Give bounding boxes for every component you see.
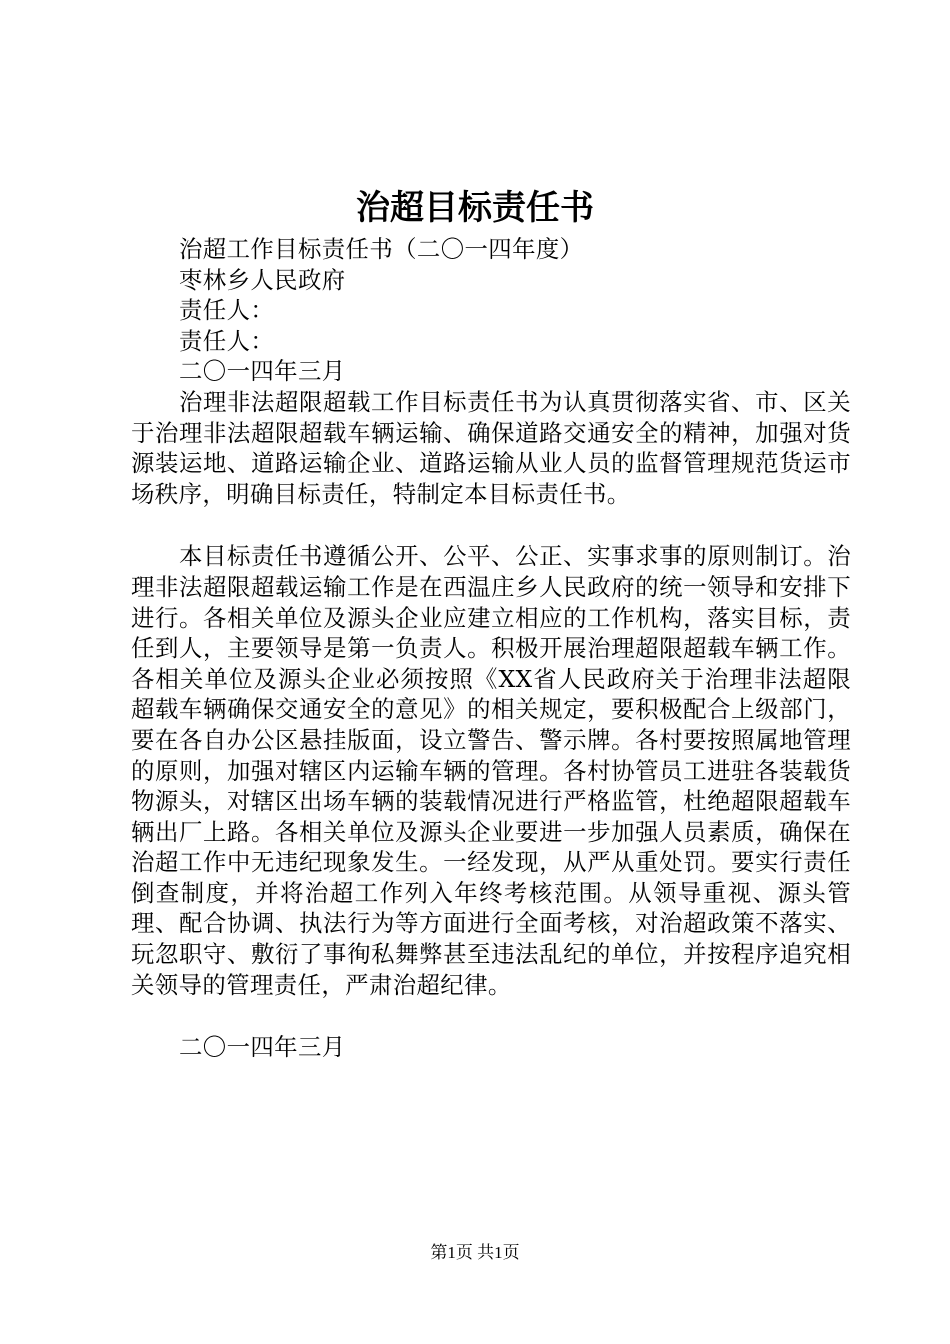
responsible-person-line: 责任人： xyxy=(179,296,275,325)
subtitle-line: 治超工作目标责任书（二〇一四年度） xyxy=(179,235,584,263)
paragraph: 本目标责任书遵循公开、公平、公正、实事求事的原则制订。治理非法超限超载运输工作是在西温庄乡人民政府的统一领导和安排下进行。各相关单位及源头企业应建立相应的工作机构，落实目标，责任到人，主要领导是第一负责人。积极开展治理超限超载车辆工作。各相关单位及源头企业必须按照《XX省人民政府关于治理非法超限超载车辆确保交通安全的意见》的相关规定，要积极配合上级部门，要在各自办公区悬挂版面，设立警告、警示牌。各村要按照属地管理的原则，加强对辖区内运输车辆的管理。各村协管员工进驻各装载货物源头，对辖区出场车辆的装载情况进行严格监管，杜绝超限超载车辆出厂上路。各相关单位及源头企业要进一步加强人员素质，确保在治超工作中无违纪现象发生。一经发现，从严从重处罚。要实行责任倒查制度，并将治超工作列入年终考核范围。从领导重视、源头管理、配合协调、执法行为等方面进行全面考核，对治超政策不落实、玩忽职守、敷衍了事徇私舞弊甚至违法乱纪的单位，并按程序追究相关领导的管理责任，严肃治超纪律。 xyxy=(131,542,851,999)
paragraph-spacer xyxy=(131,509,851,541)
paragraph: 治理非法超限超载工作目标责任书为认真贯彻落实省、市、区关于治理非法超限超载车辆运输、确保道路交通安全的精神，加强对货源装运地、道路运输企业、道路运输从业人员的监督管理规范货运市场秩序，明确目标责任，特制定本目标责任书。 xyxy=(131,387,851,508)
paragraph-spacer xyxy=(131,1000,851,1032)
issuer-line: 枣林乡人民政府 xyxy=(179,265,346,294)
closing-date: 二〇一四年三月 xyxy=(179,1033,346,1062)
document-title: 治超目标责任书 xyxy=(356,188,594,228)
page-number: 第1页 共1页 xyxy=(430,1243,520,1262)
header-date-line: 二〇一四年三月 xyxy=(179,357,346,386)
document-body xyxy=(131,234,851,1063)
responsible-person-line: 责任人： xyxy=(179,326,275,355)
